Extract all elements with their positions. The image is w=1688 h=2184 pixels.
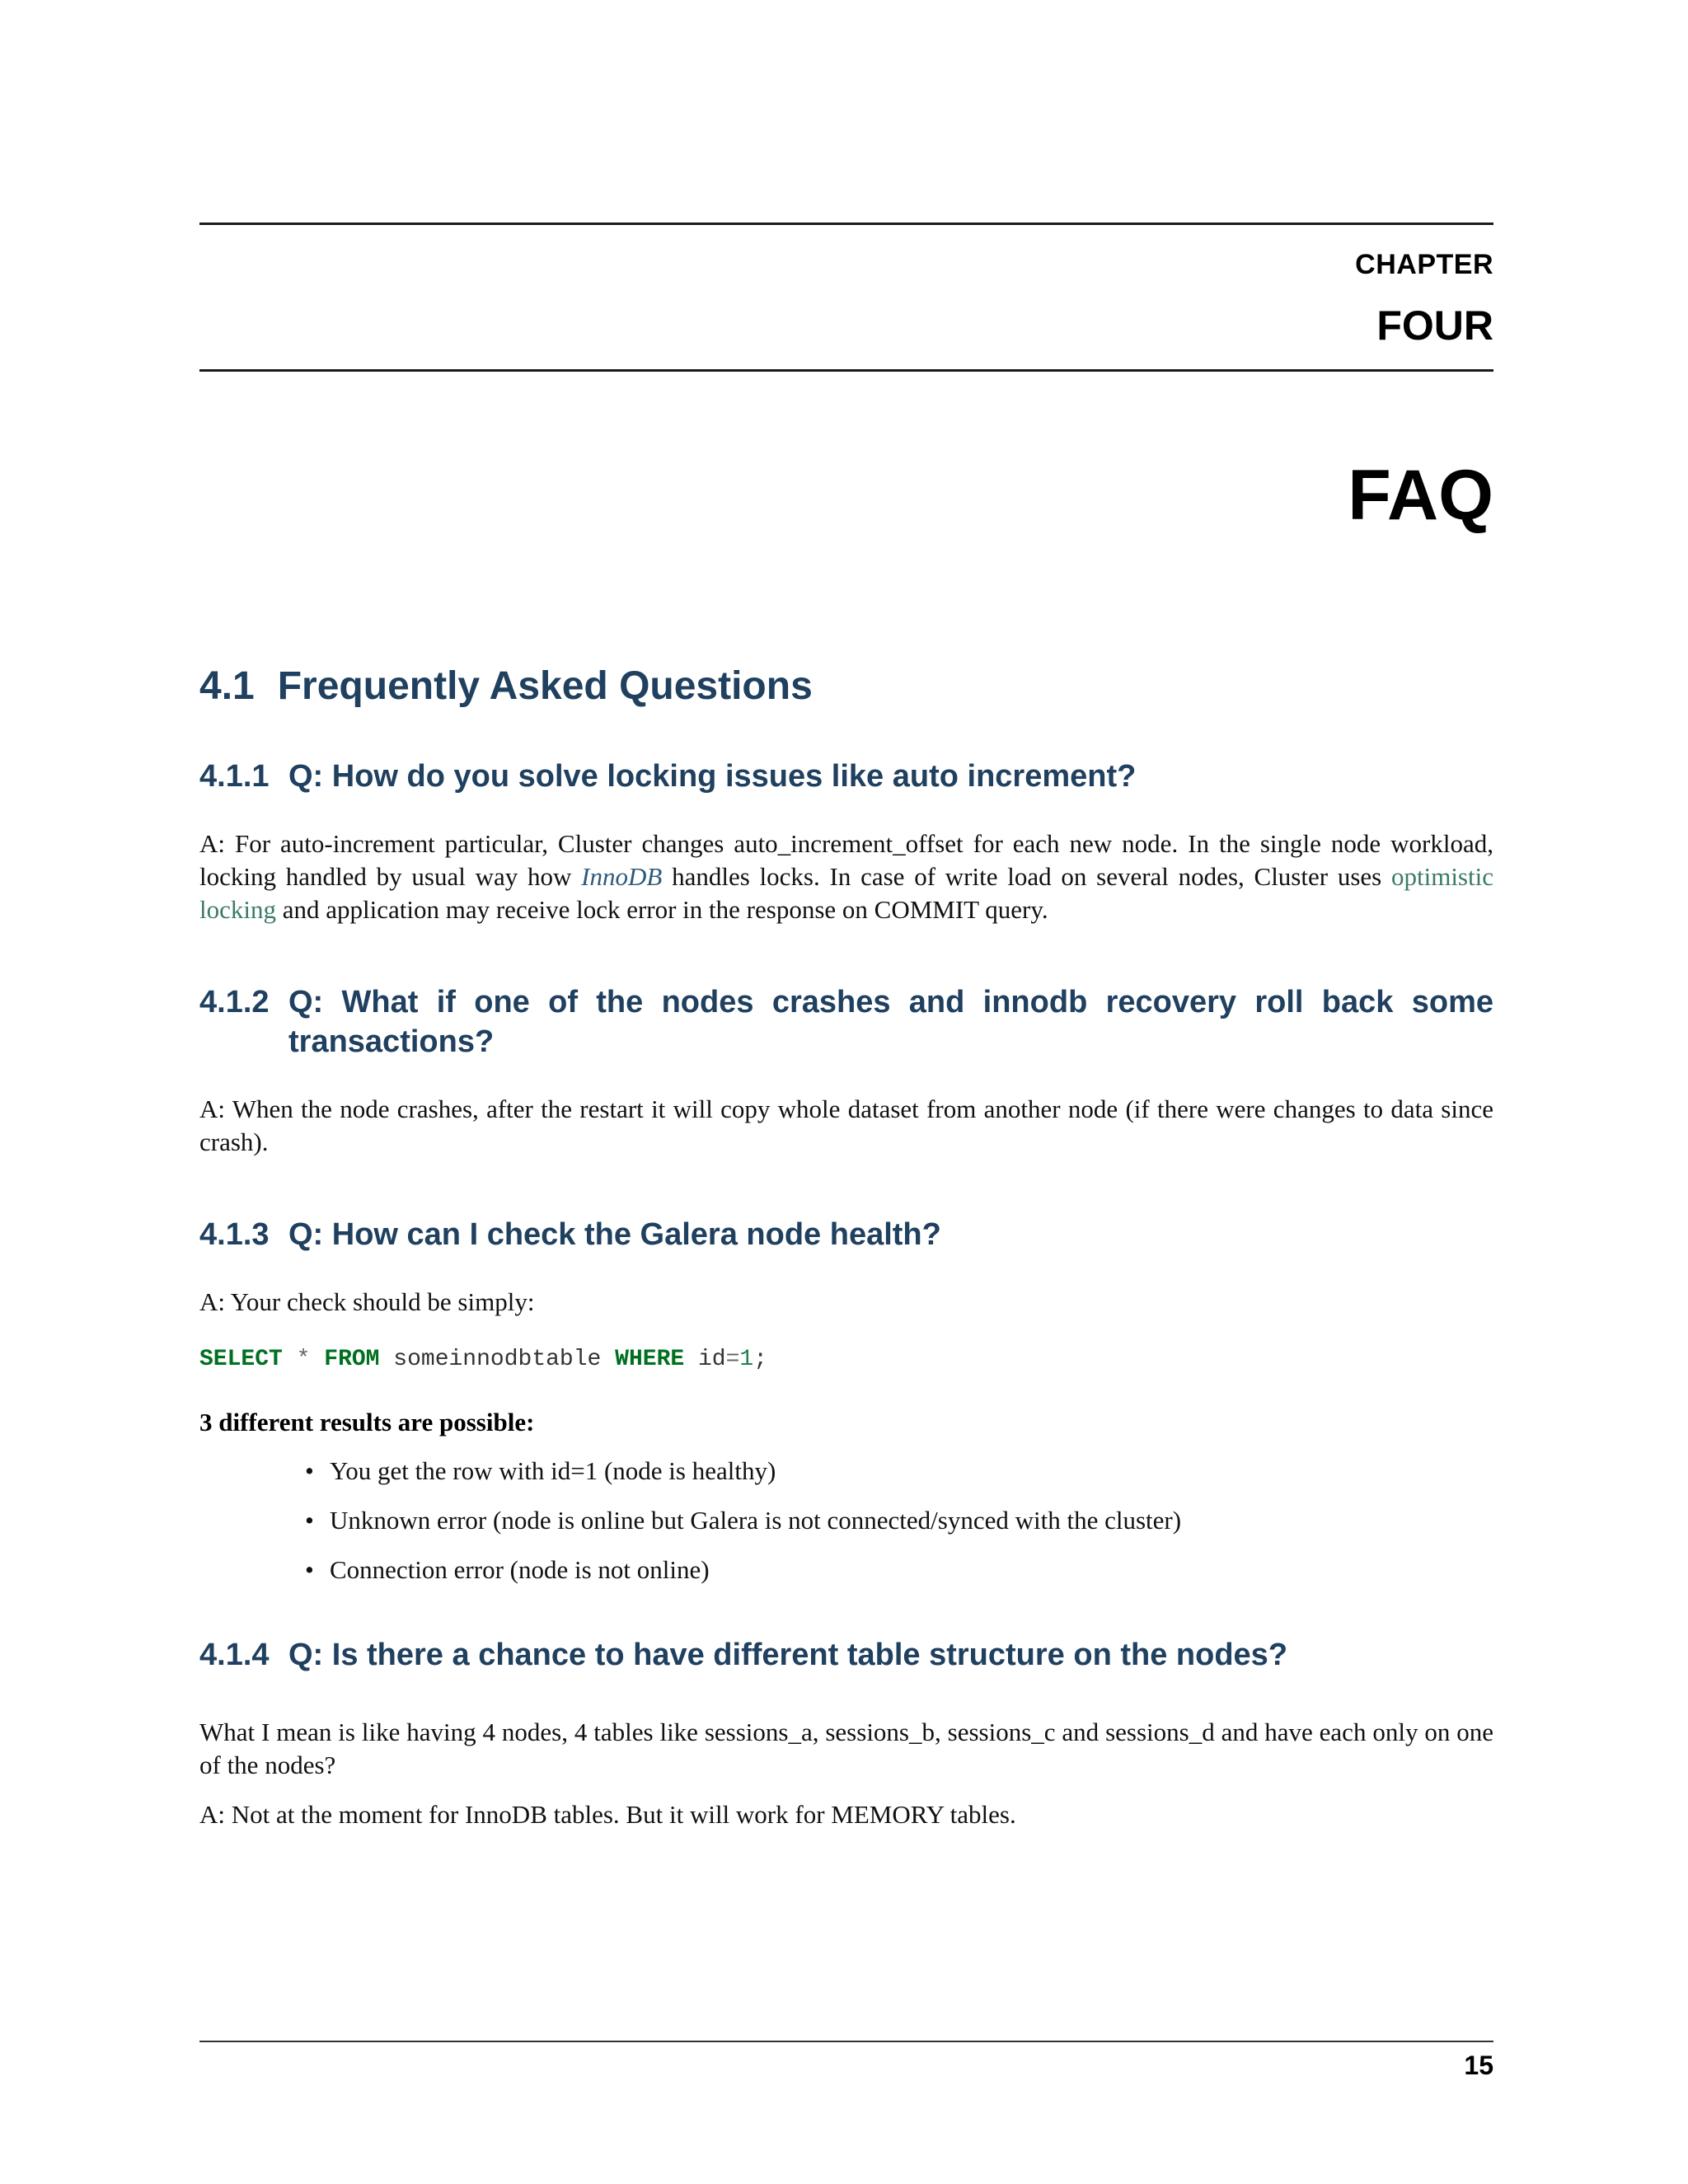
answer-text: A: For auto-increment particular, Cluster changes auto_increment_offset for each new node. In the single node workload, locking handled by usual way how: [199, 829, 1493, 891]
question-number: 4.1.4: [199, 1638, 270, 1672]
question-number: 4.1.2: [199, 985, 270, 1019]
answer-paragraph-1: [199, 827, 1493, 926]
answer-paragraph-2: A: When the node crashes, after the restart it will copy whole dataset from another node (if there were changes to data since crash).: [199, 1094, 1493, 1156]
question-title: Q: How can I check the Galera node health?: [288, 1217, 941, 1252]
sql-keyword: FROM: [324, 1347, 380, 1372]
list-item: [305, 1455, 1181, 1504]
list-item-text: You get the row with id=1 (node is healthy): [330, 1456, 776, 1485]
question-heading-2: [199, 982, 1493, 1062]
document-page: [199, 0, 1493, 2184]
question-heading-3: [199, 1215, 1493, 1254]
answer-text: and application may receive lock error in the response on COMMIT query.: [276, 895, 1048, 924]
footer-rule: [199, 2041, 1493, 2042]
question-title: Q: Is there a chance to have different table structure on the nodes?: [288, 1638, 1288, 1672]
innodb-link[interactable]: InnoDB: [581, 862, 663, 891]
results-list: [305, 1455, 1182, 1603]
bullet-icon: •: [305, 1555, 314, 1584]
section-number: 4.1: [199, 664, 255, 708]
chapter-title: FAQ: [1348, 456, 1493, 535]
page-number: 15: [1464, 2050, 1493, 2080]
bullet-icon: •: [305, 1506, 314, 1535]
sql-column: id: [697, 1347, 726, 1372]
chapter-number: FOUR: [1376, 302, 1493, 349]
sql-keyword: SELECT: [199, 1347, 283, 1372]
question-heading-4: [199, 1635, 1493, 1675]
sql-operator: =: [725, 1347, 740, 1372]
question-number: 4.1.1: [199, 759, 270, 794]
answer-paragraph-4: A: Not at the moment for InnoDB tables. But it will work for MEMORY tables.: [199, 1800, 1016, 1829]
sql-operator: *: [296, 1347, 311, 1372]
sql-table-name: someinnodbtable: [393, 1347, 602, 1372]
section-heading: [199, 663, 813, 709]
list-item-text: Unknown error (node is online but Galera is not connected/synced with the cluster): [330, 1506, 1182, 1535]
section-title: Frequently Asked Questions: [277, 664, 813, 708]
results-label: 3 different results are possible:: [199, 1408, 535, 1436]
chapter-top-rule: [199, 223, 1493, 225]
list-item: [305, 1554, 1181, 1603]
optimistic-locking-link[interactable]: optimistic locking: [199, 862, 1493, 924]
sql-keyword: WHERE: [615, 1347, 685, 1372]
question-heading-1: [199, 757, 1493, 796]
paragraph-4a: What I mean is like having 4 nodes, 4 tables like sessions_a, sessions_b, sessions_c and sessions_d and have each only on one of the nodes?: [199, 1718, 1493, 1779]
chapter-bottom-rule: [199, 369, 1493, 372]
chapter-label: CHAPTER: [1355, 249, 1493, 280]
answer-text: handles locks. In case of write load on several nodes, Cluster uses: [662, 862, 1391, 891]
question-title: Q: How do you solve locking issues like auto increment?: [288, 759, 1137, 794]
sql-number: 1: [739, 1347, 754, 1372]
list-item: [305, 1504, 1182, 1554]
list-item-text: Connection error (node is not online): [330, 1555, 710, 1584]
bullet-icon: •: [305, 1456, 314, 1485]
question-number: 4.1.3: [199, 1217, 270, 1252]
sql-code-block: [199, 1347, 767, 1372]
sql-semicolon: ;: [753, 1347, 768, 1372]
question-title: Q: What if one of the nodes crashes and innodb recovery roll back some transactions?: [288, 985, 1493, 1059]
answer-paragraph-3: A: Your check should be simply:: [199, 1287, 535, 1316]
